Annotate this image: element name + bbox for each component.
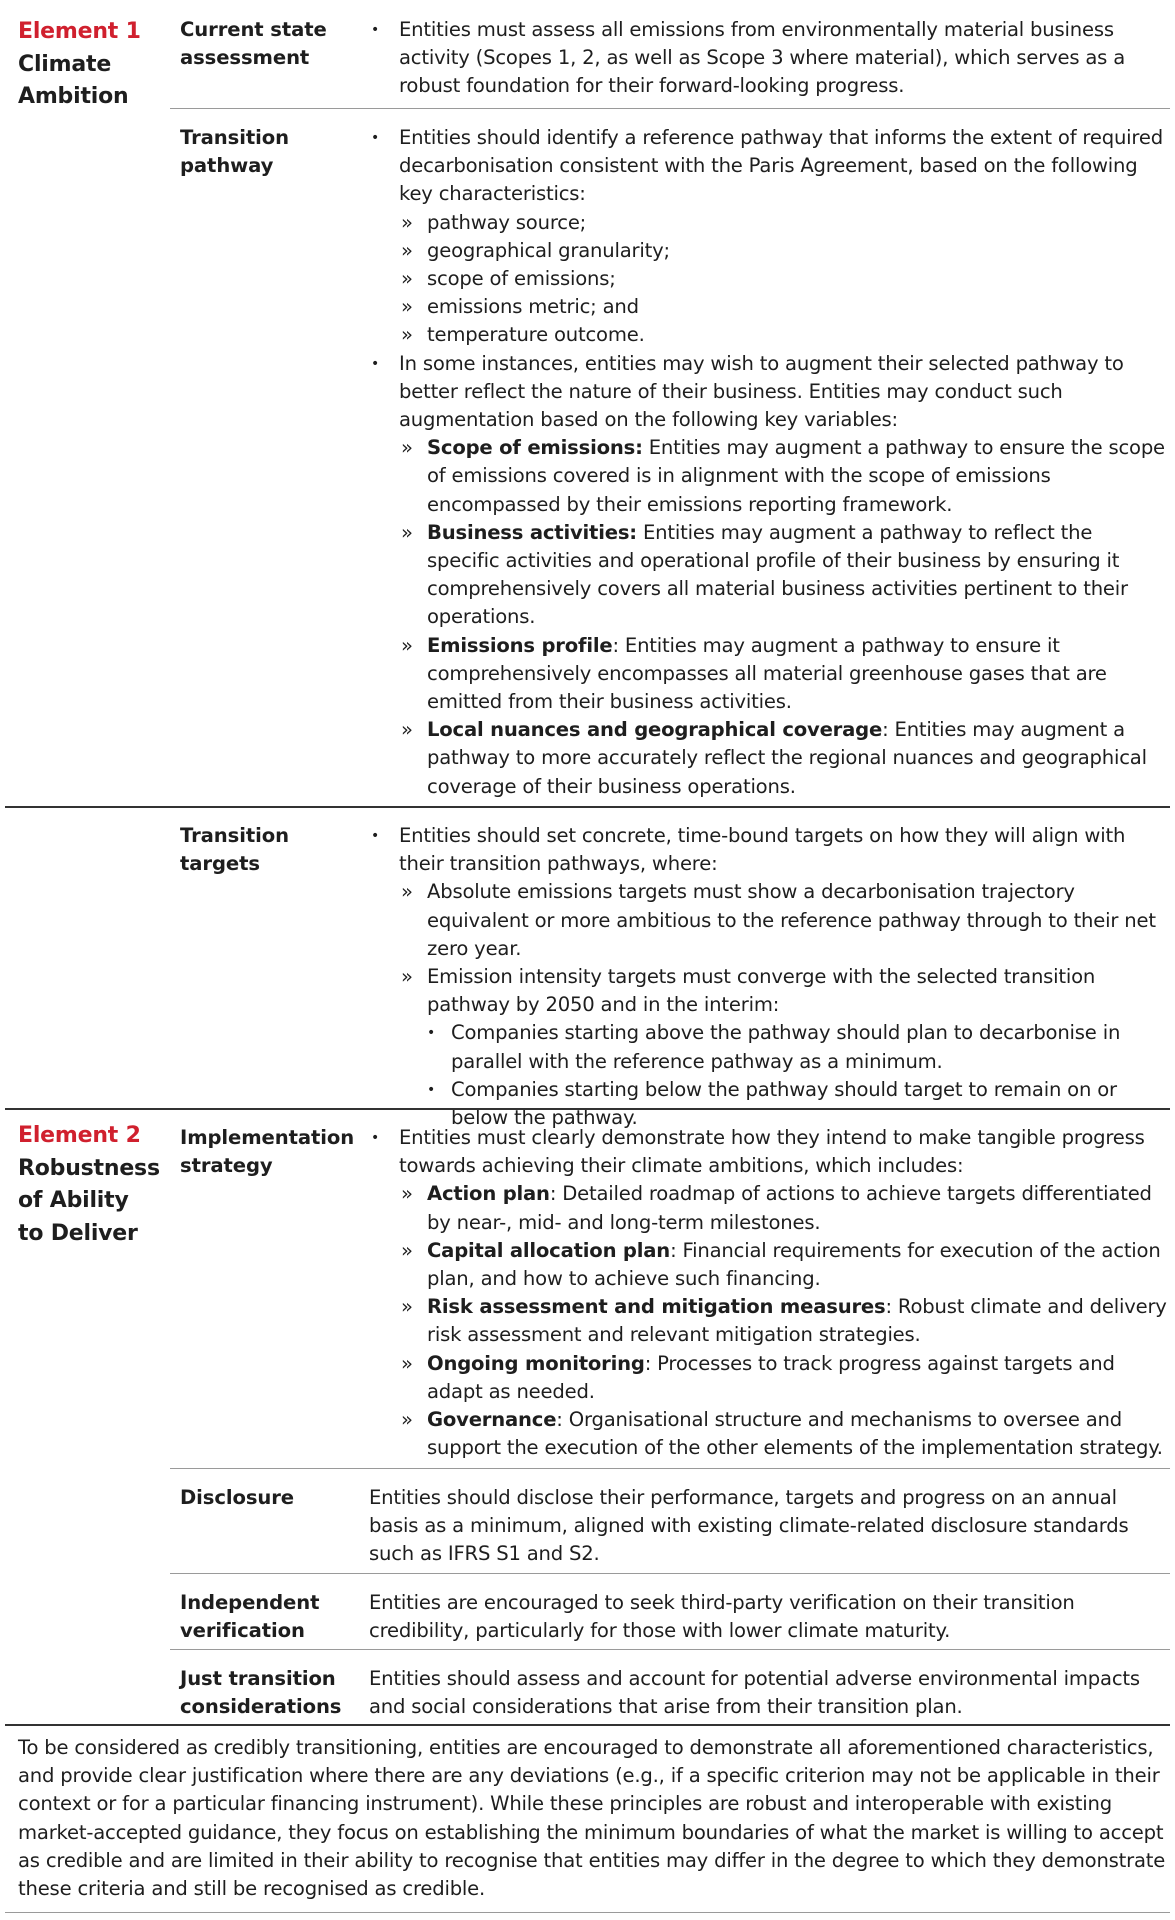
sub-item: » pathway source; [399,209,1169,237]
term: Capital allocation plan [427,1238,671,1262]
divider [170,108,1170,109]
sub-item [399,1293,1169,1349]
element-2-title: Robustness of Ability to Deliver [18,1155,160,1246]
divider [170,1573,1170,1574]
term: Local nuances and geographical coverage [427,718,883,742]
row-body [369,1124,1169,1462]
term-text: : Entities may augment a pathway to more accurately reflect the regional nuances and geographical coverage of their business operations. [427,718,1147,798]
term-text: : Detailed roadmap of actions to achieve targets differentiated by near-, mid- and long-term milestones. [427,1182,1152,1234]
element-2-number: Element 2 [18,1123,141,1148]
sub-item [399,963,1169,1132]
term: Governance [427,1408,557,1432]
bullet-text: Entities must clearly demonstrate how they intend to make tangible progress towards achieving their climate ambitions, which includes: [399,1126,1145,1178]
element-2-heading [18,1120,168,1250]
term: Risk assessment and mitigation measures [427,1295,886,1319]
divider [5,1912,1170,1913]
sub-item [399,632,1169,717]
sub-item [399,1406,1169,1462]
row-label: Disclosure [180,1486,294,1509]
divider [170,1468,1170,1469]
row-label: Transition targets [180,824,289,876]
footer-note: To be considered as credibly transitioning, entities are encouraged to demonstrate all aforementioned characteristics, and provide clear justification where there are any deviations (e.g., if a specific criterion may not be applicable in their context or for a particular financing instrument). While these principles are robust and interoperable with existing market-accepted guidance, they focus on establishing the minimum boundaries of what the market is willing to accept as credible and are limited in their ability to recognise that entities may differ in the degree to which they demonstrate these criteria and still be recognised as credible. [18,1736,1166,1901]
sub-item [399,1180,1169,1236]
term-text: : Entities may augment a pathway to ensure it comprehensively encompasses all material greenhouse gases that are emitted from their business activities. [427,633,1107,714]
bullet-item [369,822,1169,1132]
row-body [369,16,1169,101]
row-label: Implementation strategy [180,1126,355,1178]
bullet-text: In some instances, entities may wish to augment their selected pathway to better reflect the nature of their business. Entities may conduct such augmentation based on the following key variables: [399,351,1124,432]
divider [5,806,1170,808]
sub-item [399,519,1169,632]
term-text: : Organisational structure and mechanisms to oversee and support the execution of the other elements of the implementation strategy. [427,1408,1163,1460]
divider [5,1108,1170,1110]
bullet-item: • Entities must assess all emissions from environmentally material business activity (Scopes 1, 2, as well as Scope 3 where material), which serves as a robust foundation for their forward-looking progress. [369,16,1169,101]
row-body: Entities are encouraged to seek third-party verification on their transition credibility, particularly for those with lower climate maturity. [369,1591,1075,1643]
term-text: : Robust climate and delivery risk assessment and relevant mitigation strategies. [427,1295,1167,1347]
sub-item: » emissions metric; and [399,293,1169,321]
divider [5,1724,1170,1726]
sub-item: » temperature outcome. [399,321,1169,349]
sub-text: Emission intensity targets must converge with the selected transition pathway by 2050 and in the interim: [427,965,1096,1017]
sub-item [399,1237,1169,1293]
term: Business activities: [427,520,637,544]
term-text: Entities may augment a pathway to ensure the scope of emissions covered is in alignment with the scope of emissions encompassed by their emissions reporting framework. [427,436,1165,516]
divider [170,1649,1170,1650]
row-body: Entities should assess and account for potential adverse environmental impacts and social considerations that arise from their transition plan. [369,1667,1140,1719]
row-label: Current state assessment [180,18,327,70]
row-body [369,822,1169,1132]
bullet-item [369,1124,1169,1462]
term-text: Entities may augment a pathway to reflect the specific activities and operational profile of their business by ensuring it comprehensively covers all material business activities pertinent to their operations. [427,520,1128,629]
bullet-text: Entities should identify a reference pathway that informs the extent of required decarbonisation consistent with the Paris Agreement, based on the following key characteristics: [399,126,1163,206]
term: Scope of emissions: [427,436,643,460]
element-1-number: Element 1 [18,19,141,44]
sub-sub-item: • Companies starting below the pathway should target to remain on or below the pathway. [427,1076,1169,1132]
sub-item: » scope of emissions; [399,265,1169,293]
row-body: Entities should disclose their performance, targets and progress on an annual basis as a minimum, aligned with existing climate-related disclosure standards such as IFRS S1 and S2. [369,1486,1129,1566]
row-label: Independent verification [180,1591,320,1643]
bullet-text: Entities should set concrete, time-bound targets on how they will align with their transition pathways, where: [399,824,1126,876]
sub-item [399,1350,1169,1406]
term: Ongoing monitoring [427,1351,645,1375]
element-1-title: Climate Ambition [18,51,129,109]
bullet-item [369,124,1169,350]
term-text: : Processes to track progress against targets and adapt as needed. [427,1351,1115,1403]
element-1-heading [18,16,168,114]
sub-item [399,434,1169,519]
term-text: : Financial requirements for execution of the action plan, and how to achieve such financing. [427,1238,1161,1291]
sub-sub-item: • Companies starting above the pathway should plan to decarbonise in parallel with the reference pathway as a minimum. [427,1019,1169,1075]
row-body [369,124,1169,801]
term: Emissions profile [427,633,613,657]
sub-item [399,716,1169,801]
bullet-item [369,350,1169,801]
term: Action plan [427,1182,550,1206]
row-label: Just transition considerations [180,1667,342,1719]
row-label: Transition pathway [180,126,289,178]
sub-item: » geographical granularity; [399,237,1169,265]
sub-item: » Absolute emissions targets must show a decarbonisation trajectory equivalent or more ambitious to the reference pathway through to their net zero year. [399,878,1169,963]
